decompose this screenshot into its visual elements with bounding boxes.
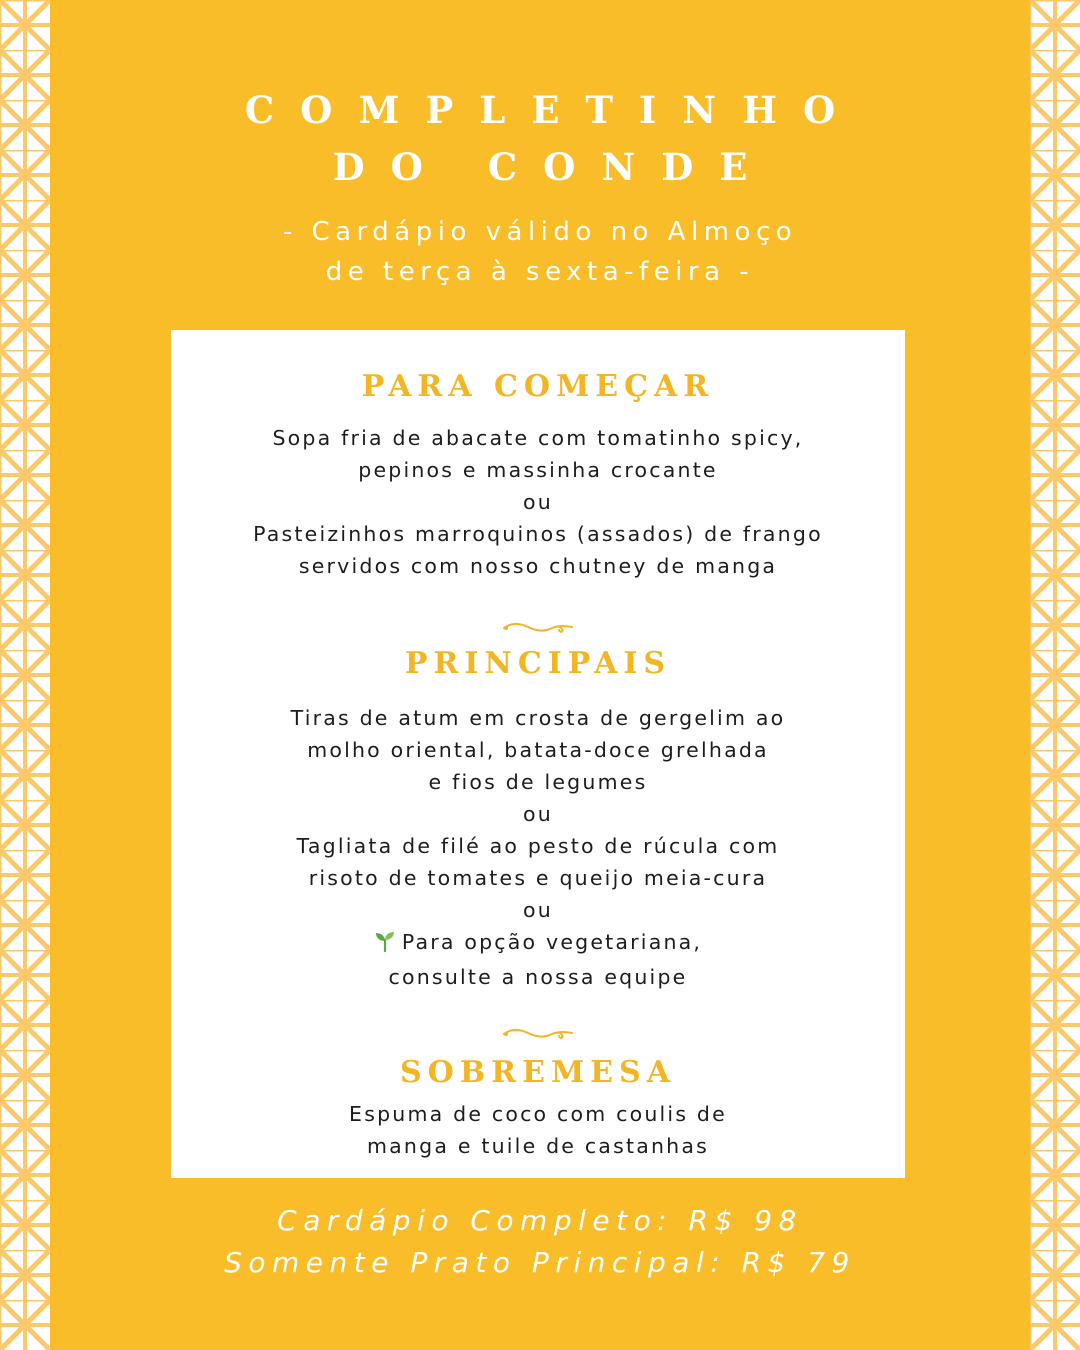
mains-line: ou (523, 898, 553, 922)
price-main-only: Somente Prato Principal: R$ 79 (224, 1246, 856, 1279)
subtitle-line-1: - Cardápio válido no Almoço (282, 217, 798, 247)
mains-line: risoto de tomates e queijo meia-cura (308, 866, 768, 890)
price-full-menu: Cardápio Completo: R$ 98 (277, 1204, 803, 1237)
mains-line: e fios de legumes (428, 770, 648, 794)
dessert-line: manga e tuile de castanhas (367, 1134, 709, 1158)
starters-line: pepinos e massinha crocante (358, 458, 718, 482)
left-lattice-pattern (0, 0, 50, 1350)
starters-line: Sopa fria de abacate com tomatinho spicy, (272, 426, 804, 450)
subtitle-line-2: de terça à sexta-feira - (325, 257, 755, 287)
veg-option-text-1: Para opção vegetariana, (401, 930, 703, 954)
sprout-icon (374, 929, 396, 961)
dessert-line: Espuma de coco com coulis de (349, 1102, 727, 1126)
flourish-divider-icon (171, 620, 905, 634)
mains-line: ou (523, 802, 553, 826)
title-line-1: COMPLETINHO (244, 88, 862, 132)
mains-title: PRINCIPAIS (404, 646, 672, 681)
right-lattice-pattern (1030, 0, 1080, 1350)
menu-card (171, 330, 905, 1178)
price-footer (50, 1200, 1030, 1284)
subtitle (50, 212, 1030, 292)
mains-line: Tagliata de filé ao pesto de rúcula com (296, 834, 780, 858)
mains-body (171, 702, 905, 993)
title-line-2: DO CONDE (332, 145, 774, 189)
mains-line: Tiras de atum em crosta de gergelim ao (290, 706, 786, 730)
mains-line: molho oriental, batata-doce grelhada (307, 738, 769, 762)
starters-title: PARA COMEÇAR (361, 369, 715, 404)
flourish-divider-icon (171, 1026, 905, 1040)
dessert-body (171, 1098, 905, 1162)
dessert-title: SOBREMESA (400, 1055, 676, 1090)
starters-line: ou (523, 490, 553, 514)
starters-body (171, 422, 905, 582)
starters-line: Pasteizinhos marroquinos (assados) de frango (253, 522, 823, 546)
starters-line: servidos com nosso chutney de manga (298, 554, 778, 578)
veg-option-line (171, 926, 905, 961)
menu-header (50, 82, 1030, 292)
veg-option-text-2: consulte a nossa equipe (388, 965, 688, 989)
